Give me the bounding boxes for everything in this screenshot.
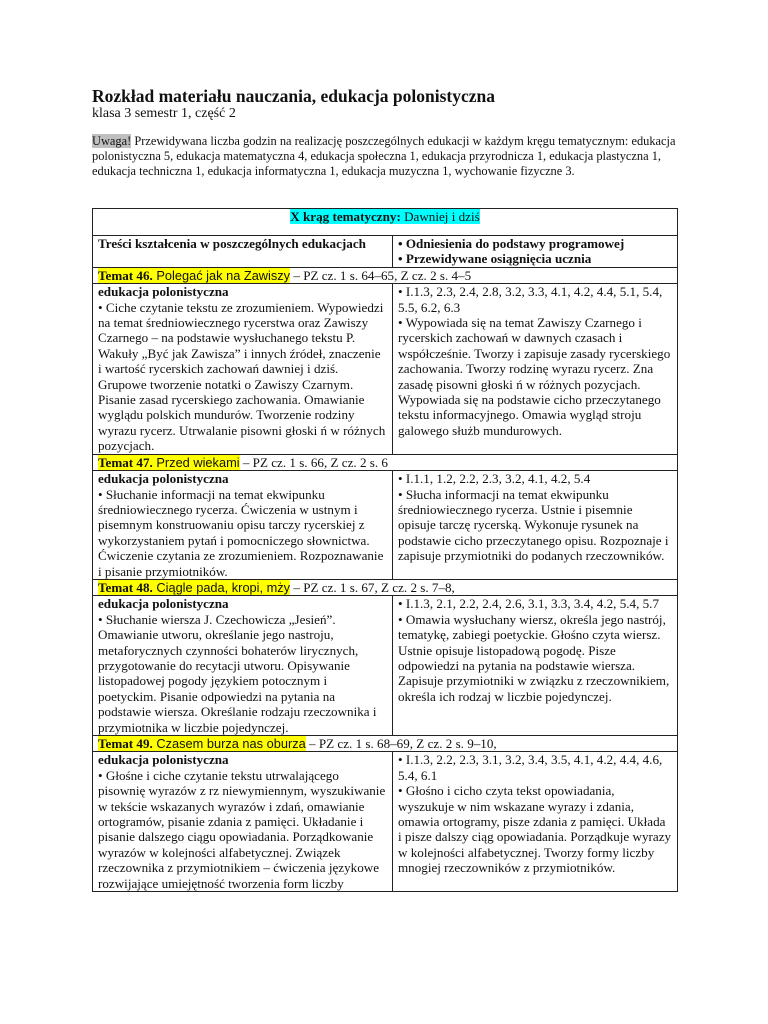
- education-label: edukacja polonistyczna: [98, 284, 229, 300]
- note-text: Przewidywana liczba godzin na realizację poszczególnych edukacji w każdym kręgu tematycznym: edukacja polonistyczna 5, edukacja matematyczna 4, edukacja społeczna 1, edukacja przyrodnicza 1, edukacja plastyczna 1, edukacja techniczna 1, edukacja informatyczna 1, edukacja muzyczna 1, wychowanie fizyczne 3.: [92, 134, 676, 178]
- expected-outcomes: • Głośno i cicho czyta tekst opowiadania, wyszukuje w nim wskazane wyrazy i zdania, omawia ortogramy, pisze zdania z pamięci. Układa i pisze dalszy ciąg opowiadania. Porządkuje wyrazy w kolejności alfabetycznej. Tworzy formy liczby mnogiej rzeczowników z przymiotników.: [398, 783, 672, 876]
- hours-note: [92, 134, 678, 179]
- topic-number: Temat 46.: [98, 267, 153, 283]
- curriculum-codes: • I.1.3, 2.3, 2.4, 2.8, 3.2, 3.3, 4.1, 4.2, 4.4, 5.1, 5.4, 5.5, 6.2, 6.3: [398, 284, 663, 315]
- topic-label: [98, 580, 290, 595]
- krag-name: Dawniej i dziś: [400, 209, 480, 224]
- topic-name: Ciągle pada, kropi, mży: [152, 579, 291, 595]
- topic-content-row: [93, 752, 678, 892]
- education-label: edukacja polonistyczna: [98, 752, 229, 768]
- topic-heading: [93, 579, 678, 595]
- expected-outcomes: • Omawia wysłuchany wiersz, określa jego nastrój, tematykę, zabiegi poetyckie. Głośno czyta wiersz. Ustnie opisuje listopadową pogodę. Pisze odpowiedzi na pytania na podstawie wiersza. Zapisuje przymiotniki w związku z rzeczownikiem, określa ich rodzaj w liczbie pojedynczej.: [398, 611, 670, 704]
- topic-content-right: [393, 284, 678, 454]
- topic-content-row: [93, 284, 678, 454]
- krag-label: X krąg tematyczny:: [290, 209, 401, 224]
- education-content: • Słuchanie informacji na temat ekwipunku średniowiecznego rycerza. Ćwiczenia w ustnym i pisemnym konstruowaniu opisu tarczy rycerskiej z wykorzystaniem pytań i pomocniczego słownictwa. Ćwiczenie czytania ze zrozumieniem. Rozpoznawanie i pisanie przymiotników.: [98, 486, 384, 579]
- topic-number: Temat 47.: [98, 454, 153, 470]
- expected-outcomes: • Wypowiada się na temat Zawiszy Czarnego i rycerskich zachowań w dawnych czasach i współcześnie. Tworzy i zapisuje zasady rycerskiego zachowania. Tworzy rodzinę wyrazu rycerz. Zna zasadę pisowni głoski ń w różnych pozycjach. Wypowiada się na podstawie cicho przeczytanego tekstu informacyjnego. Omawia wygląd stroju galowego służb mundurowych.: [398, 315, 671, 438]
- topic-content-right: [393, 596, 678, 736]
- topic-reference: – PZ cz. 1 s. 67, Z cz. 2 s. 7–8,: [290, 579, 455, 595]
- topic-name: Czasem burza nas oburza: [152, 736, 306, 751]
- topic-row: [93, 579, 678, 595]
- curriculum-codes: • I.1.3, 2.2, 2.3, 3.1, 3.2, 3.4, 3.5, 4.1, 4.2, 4.4, 4.6, 5.4, 6.1: [398, 752, 663, 783]
- topic-label: [98, 268, 290, 283]
- topic-label: [98, 455, 240, 470]
- topic-reference: – PZ cz. 1 s. 66, Z cz. 2 s. 6: [239, 454, 388, 470]
- topic-row: [93, 454, 678, 470]
- topic-number: Temat 49.: [98, 736, 153, 751]
- topic-row: [93, 267, 678, 283]
- topic-heading: [93, 454, 678, 470]
- topic-name: Polegać jak na Zawiszy: [152, 267, 291, 283]
- education-label: edukacja polonistyczna: [98, 471, 229, 487]
- topic-reference: – PZ cz. 1 s. 64–65, Z cz. 2 s. 4–5: [290, 267, 472, 283]
- topic-content-left: [93, 752, 393, 892]
- krag-row: [93, 209, 678, 236]
- topic-number: Temat 48.: [98, 579, 153, 595]
- document-header: [92, 86, 678, 179]
- header-right: [393, 236, 678, 268]
- curriculum-codes: • I.1.1, 1.2, 2.2, 2.3, 3.2, 4.1, 4.2, 5.4: [398, 471, 591, 487]
- topic-reference: – PZ cz. 1 s. 68–69, Z cz. 2 s. 9–10,: [305, 736, 497, 751]
- education-content: • Ciche czytanie tekstu ze zrozumieniem. Wypowiedzi na temat średniowiecznego rycerstwa oraz Zawiszy Czarnego – na podstawie wysłuchanego tekstu P. Wakuły „Być jak Zawisza” i innych źródeł, znaczenie i wartość rycerskich zachowań dawniej i dziś. Grupowe tworzenie notatki o Zawiszy Czarnym. Pisanie zasad rycerskiego zachowania. Omawianie wyglądu polskich mundurów. Tworzenie rodziny wyrazu rycerz. Utrwalanie pisowni głoski ń w różnych pozycjach.: [98, 299, 386, 454]
- topic-heading: [93, 736, 678, 752]
- topic-name: Przed wiekami: [152, 454, 240, 470]
- topic-content-right: [393, 752, 678, 892]
- document-title: Rozkład materiału nauczania, edukacja polonistyczna: [92, 86, 496, 106]
- krag-cell: [93, 209, 678, 236]
- header-left: Treści kształcenia w poszczególnych edukacjach: [93, 236, 393, 268]
- topic-content-right: [393, 471, 678, 580]
- topic-content-row: [93, 596, 678, 736]
- topic-content-row: [93, 471, 678, 580]
- curriculum-table: [92, 208, 678, 892]
- document-subtitle: klasa 3 semestr 1, część 2: [92, 106, 236, 121]
- topic-row: [93, 736, 678, 752]
- topic-heading: [93, 267, 678, 283]
- topic-label: [98, 736, 306, 751]
- topic-content-left: [93, 284, 393, 454]
- curriculum-codes: • I.1.3, 2.1, 2.2, 2.4, 2.6, 3.1, 3.3, 3.4, 4.2, 5.4, 5.7: [398, 596, 659, 612]
- topic-content-left: [93, 596, 393, 736]
- header-row: [93, 236, 678, 268]
- expected-outcomes: • Słucha informacji na temat ekwipunku średniowiecznego rycerza. Ustnie i pisemnie opisuje tarczę rycerską. Wykonuje rysunek na podstawie cicho przeczytanego opisu. Rozpoznaje i zapisuje przymiotniki do podanych rzeczowników.: [398, 486, 669, 564]
- note-warning-label: Uwaga!: [92, 134, 132, 148]
- topic-content-left: [93, 471, 393, 580]
- krag-heading: [290, 209, 479, 224]
- education-content: • Głośne i ciche czytanie tekstu utrwalającego pisownię wyrazów z rz niewymiennym, wyszukiwanie w tekście wskazanych wyrazów i zdań, omawianie ortogramów, pisanie zdania z pamięci. Układanie i pisanie dalszego ciągu opowiadania. Porządkowanie wyrazów w kolejności alfabetycznej. Związek rzeczownika z przymiotnikiem – ćwiczenia językowe rozwijające umiejętność tworzenia form liczby: [98, 767, 386, 891]
- education-label: edukacja polonistyczna: [98, 596, 229, 612]
- header-right-line-1: • Odniesienia do podstawy programowej: [398, 236, 625, 251]
- education-content: • Słuchanie wiersza J. Czechowicza „Jesień”. Omawianie utworu, określanie jego nastroju, metaforycznych czynności bohaterów lirycznych, przygotowanie do recytacji utworu. Opisywanie listopadowej pogody językiem potocznym i poetyckim. Pisanie odpowiedzi na pytania na podstawie wiersza. Określanie rodzaju rzeczownika i przymiotnika w liczbie pojedynczej.: [98, 611, 377, 735]
- header-right-line-2: • Przewidywane osiągnięcia ucznia: [398, 251, 592, 267]
